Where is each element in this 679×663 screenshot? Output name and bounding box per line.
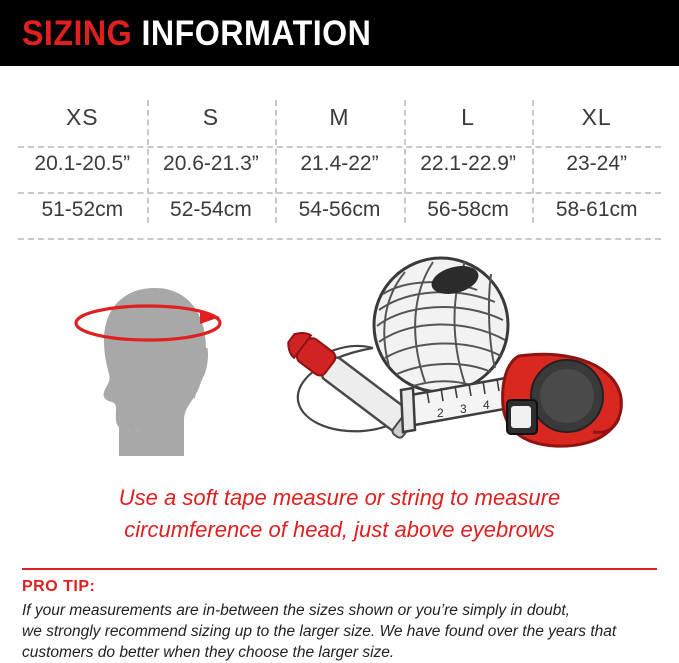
size-inches: 22.1-22.9” — [420, 152, 516, 175]
size-column — [404, 96, 533, 233]
size-table — [18, 96, 661, 233]
size-inches: 23-24” — [566, 152, 628, 175]
measuring-tools-illustration — [255, 250, 635, 465]
size-label: XL — [581, 104, 612, 130]
head-silhouette-icon — [60, 270, 250, 460]
size-label: M — [329, 104, 350, 130]
table-row-divider-3 — [18, 238, 661, 240]
page-title — [22, 13, 372, 53]
size-centimeters: 56-58cm — [427, 198, 509, 221]
string-ball-icon — [374, 258, 508, 392]
size-column — [532, 96, 661, 233]
size-column — [18, 96, 147, 233]
page-title-part-1: SIZING — [22, 13, 133, 53]
illustration-area — [0, 250, 679, 470]
size-centimeters: 58-61cm — [555, 198, 638, 221]
pro-tip-label: PRO TIP: — [22, 578, 96, 595]
pro-tip-body — [22, 600, 662, 663]
size-label: L — [461, 104, 475, 130]
svg-text:4: 4 — [483, 398, 490, 412]
size-label: XS — [65, 104, 99, 130]
svg-text:3: 3 — [460, 402, 467, 416]
size-inches: 20.1-20.5” — [34, 152, 131, 175]
measuring-instruction — [0, 482, 679, 546]
size-column — [147, 96, 276, 233]
size-centimeters: 54-56cm — [298, 198, 381, 221]
size-centimeters: 52-54cm — [170, 198, 252, 221]
pro-tip-divider — [22, 568, 657, 570]
header-bar — [0, 0, 679, 66]
page-title-part-2: INFORMATION — [141, 13, 372, 53]
instruction-line-2: circumference of head, just above eyebrows — [124, 517, 555, 542]
size-inches: 21.4-22” — [300, 152, 379, 175]
size-column — [275, 96, 404, 233]
size-label: S — [202, 104, 220, 130]
pro-tip-line-3: customers do better when they choose the larger size. — [22, 644, 395, 661]
instruction-line-1: Use a soft tape measure or string to measure — [118, 485, 561, 510]
pro-tip-line-2: we strongly recommend sizing up to the larger size. We have found over the years that — [22, 623, 617, 640]
pro-tip-line-1: If your measurements are in-between the sizes shown or you’re simply in doubt, — [22, 602, 570, 619]
size-centimeters: 51-52cm — [41, 198, 124, 221]
svg-text:2: 2 — [437, 406, 444, 420]
size-inches: 20.6-21.3” — [163, 152, 259, 175]
